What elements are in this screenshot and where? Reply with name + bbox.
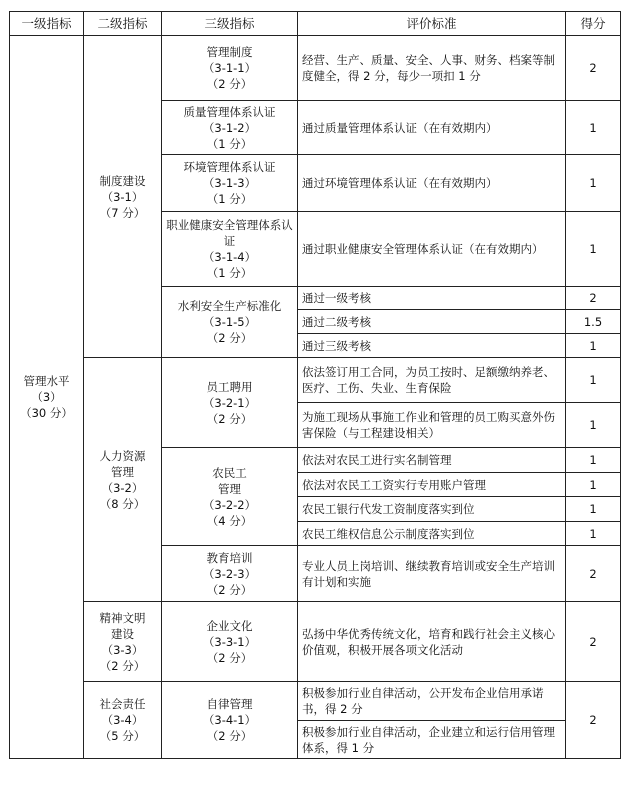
criterion-cell: 经营、生产、质量、安全、人事、财务、档案等制度健全，得 2 分，每少一项扣 1 分 [298,36,566,101]
criterion-cell: 依法签订用工合同，为员工按时、足额缴纳养老、医疗、工伤、失业、生育保险 [298,358,566,403]
level2-jingshen: 精神文明 建设 （3-3） （2 分） [84,602,162,682]
level3-cell: 农民工 管理 （3-2-2） （4 分） [162,448,298,546]
header-level2: 二级指标 [84,12,162,36]
score-cell: 1 [566,212,621,287]
score-cell: 2 [566,682,621,759]
header-criterion: 评价标准 [298,12,566,36]
score-cell: 1.5 [566,310,621,334]
criterion-cell: 通过职业健康安全管理体系认证（在有效期内） [298,212,566,287]
score-cell: 1 [566,473,621,497]
criterion-cell: 通过三级考核 [298,334,566,358]
score-cell: 2 [566,602,621,682]
score-cell: 2 [566,287,621,310]
level3-cell: 自律管理 （3-4-1） （2 分） [162,682,298,759]
level3-cell: 教育培训 （3-2-3） （2 分） [162,546,298,602]
score-cell: 1 [566,155,621,212]
table-row [10,602,621,682]
level2-renli: 人力资源 管理 （3-2） （8 分） [84,358,162,602]
score-cell: 1 [566,358,621,403]
score-cell: 1 [566,497,621,522]
level3-cell: 职业健康安全管理体系认证 （3-1-4） （1 分） [162,212,298,287]
criterion-cell: 积极参加行业自律活动，企业建立和运行信用管理体系，得 1 分 [298,721,566,759]
score-cell: 1 [566,448,621,473]
criterion-cell: 依法对农民工进行实名制管理 [298,448,566,473]
criterion-cell: 农民工银行代发工资制度落实到位 [298,497,566,522]
level3-cell: 管理制度 （3-1-1） （2 分） [162,36,298,101]
criterion-cell: 农民工维权信息公示制度落实到位 [298,522,566,546]
score-cell: 1 [566,403,621,448]
score-cell: 2 [566,36,621,101]
header-level3: 三级指标 [162,12,298,36]
level3-cell: 质量管理体系认证 （3-1-2） （1 分） [162,101,298,155]
criterion-cell: 依法对农民工工资实行专用账户管理 [298,473,566,497]
score-cell: 1 [566,522,621,546]
header-level1: 一级指标 [10,12,84,36]
criterion-cell: 弘扬中华优秀传统文化，培育和践行社会主义核心价值观，积极开展各项文化活动 [298,602,566,682]
criterion-cell: 为施工现场从事施工作业和管理的员工购买意外伤害保险（与工程建设相关） [298,403,566,448]
criterion-cell: 通过二级考核 [298,310,566,334]
table-row [10,358,621,403]
level3-cell: 水利安全生产标准化 （3-1-5） （2 分） [162,287,298,358]
evaluation-table [9,11,621,759]
level2-zhidu: 制度建设 （3-1） （7 分） [84,36,162,358]
criterion-cell: 积极参加行业自律活动，公开发布企业信用承诺书，得 2 分 [298,682,566,721]
table-row [10,682,621,721]
score-cell: 1 [566,101,621,155]
table-row [10,36,621,101]
criterion-cell: 通过一级考核 [298,287,566,310]
score-cell: 1 [566,334,621,358]
level3-cell: 环境管理体系认证 （3-1-3） （1 分） [162,155,298,212]
header-row [10,12,621,36]
level3-cell: 企业文化 （3-3-1） （2 分） [162,602,298,682]
level3-cell: 员工聘用 （3-2-1） （2 分） [162,358,298,448]
header-score: 得分 [566,12,621,36]
criterion-cell: 通过质量管理体系认证（在有效期内） [298,101,566,155]
criterion-cell: 专业人员上岗培训、继续教育培训或安全生产培训有计划和实施 [298,546,566,602]
score-cell: 2 [566,546,621,602]
level2-shehui: 社会责任 （3-4） （5 分） [84,682,162,759]
criterion-cell: 通过环境管理体系认证（在有效期内） [298,155,566,212]
level1-cell: 管理水平 （3） （30 分） [10,36,84,759]
